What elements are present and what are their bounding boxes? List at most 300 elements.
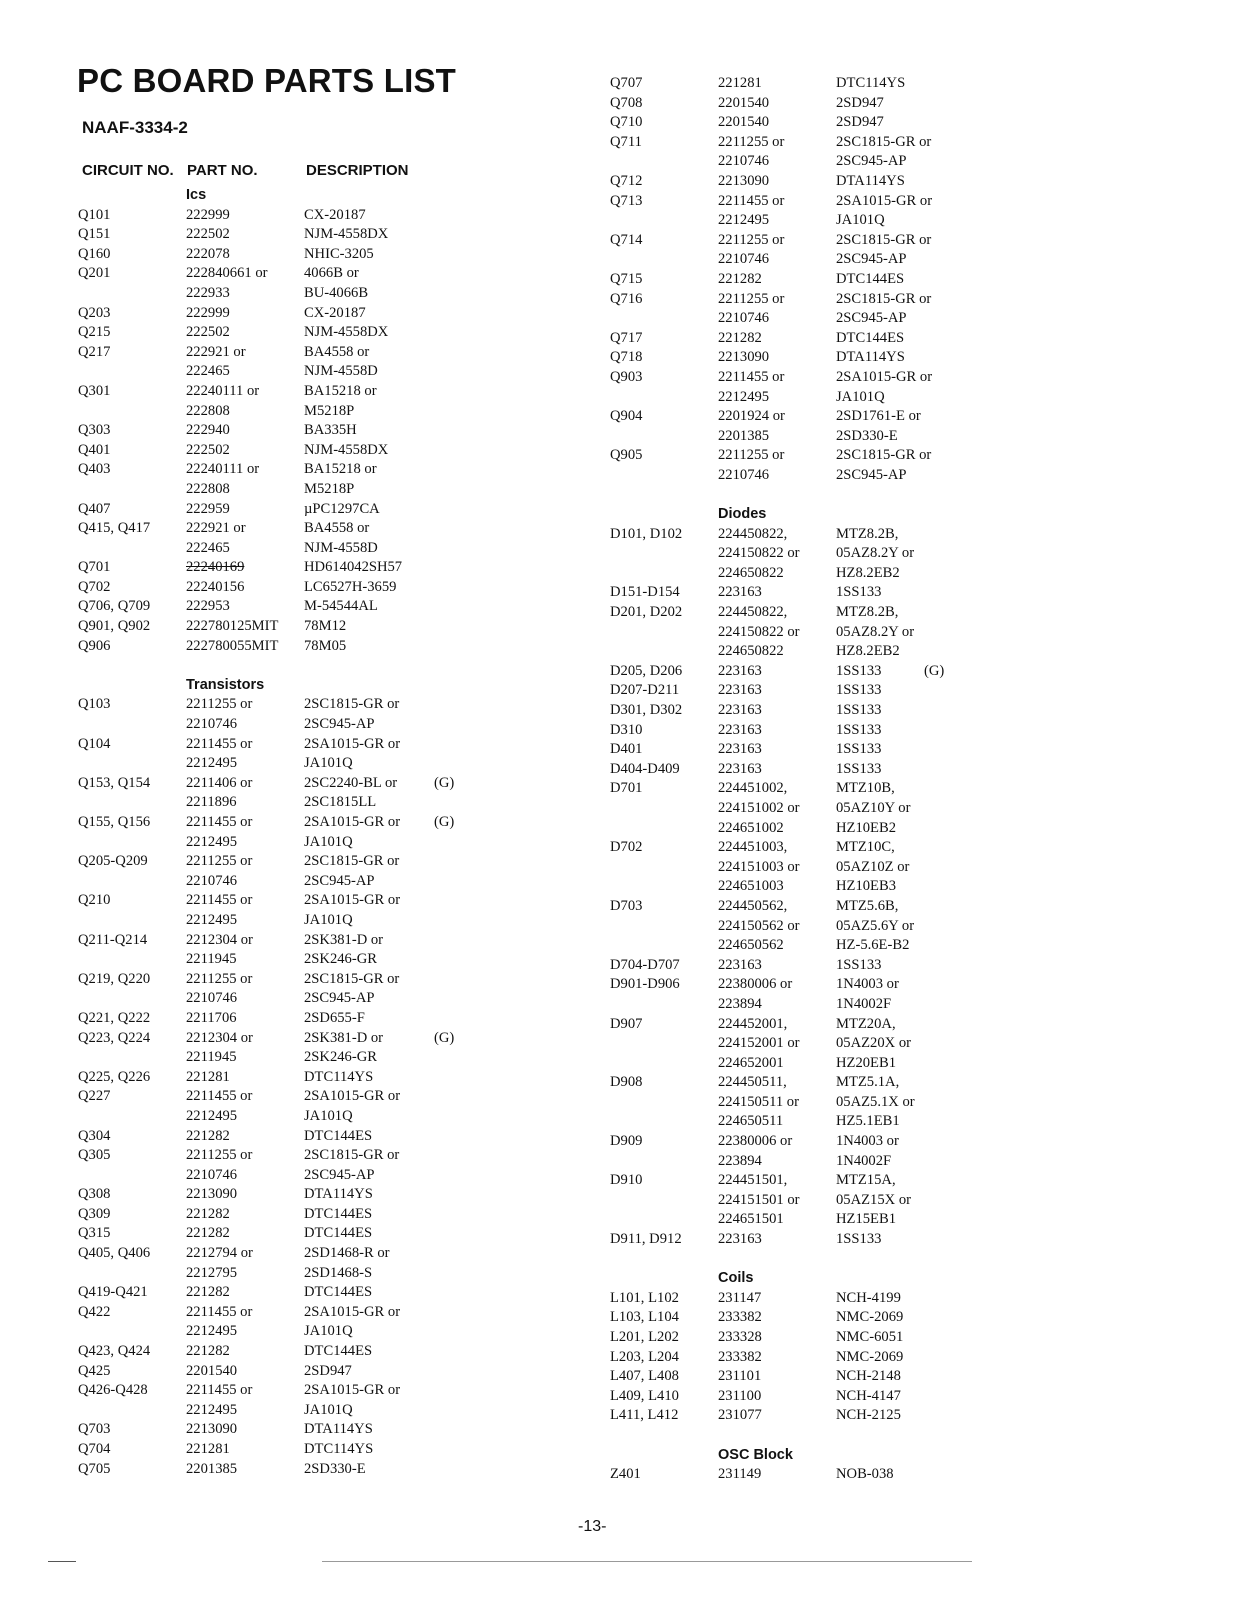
part-no: 221282 (186, 1343, 230, 1360)
circuit-no: Q153, Q154 (78, 774, 151, 791)
description: 2SK246-GR (304, 951, 377, 968)
circuit-no: Q715 (610, 270, 643, 287)
description: 1SS133 (836, 721, 882, 738)
circuit-no: Q301 (78, 382, 111, 399)
description: 2SA1015-GR or (304, 892, 401, 909)
footer-rule-left (48, 1561, 76, 1562)
circuit-no: Q101 (78, 206, 111, 223)
header-part-no: PART NO. (187, 162, 258, 179)
circuit-no: Q201 (78, 265, 111, 282)
circuit-no: L103, L104 (610, 1309, 679, 1326)
part-no: 224450822, (718, 525, 788, 542)
description: 2SC945-AP (304, 872, 375, 889)
part-no: 2210746 (718, 251, 770, 268)
description: 05AZ8.2Y or (836, 623, 915, 640)
part-no: 2211945 (186, 1049, 237, 1066)
description: NMC-2069 (836, 1309, 904, 1326)
description: CX-20187 (304, 206, 366, 223)
circuit-no: Q705 (78, 1460, 111, 1477)
part-no: 2211455 or (186, 1382, 253, 1399)
part-no: 222921 or (186, 343, 246, 360)
description: DTA114YS (836, 349, 905, 366)
part-no: 222780055MIT (186, 637, 279, 654)
page-title: PC BOARD PARTS LIST (77, 62, 457, 99)
circuit-no: Q706, Q709 (78, 598, 151, 615)
section-heading: Diodes (718, 506, 767, 523)
circuit-no: Q205-Q209 (78, 853, 148, 870)
part-no: 2210746 (186, 716, 238, 733)
part-no: 2211455 or (186, 1088, 253, 1105)
description: DTC114YS (304, 1068, 374, 1085)
part-no: 224151501 or (718, 1191, 800, 1208)
part-no: 2211945 (186, 951, 237, 968)
description: JA101Q (836, 212, 885, 229)
description: HZ8.2EB2 (836, 564, 900, 581)
part-no: 2211706 (186, 1009, 237, 1026)
description: LC6527H-3659 (304, 578, 397, 595)
circuit-no: D704-D707 (610, 956, 680, 973)
description: 05AZ10Z or (836, 858, 910, 875)
part-no: 224450511, (718, 1074, 787, 1091)
description: 2SC1815-GR or (304, 1147, 400, 1164)
part-no: 22240111 or (186, 461, 260, 478)
circuit-no: D404-D409 (610, 760, 680, 777)
description: 1SS133 (836, 1231, 882, 1248)
description: JA101Q (304, 1401, 353, 1418)
part-no: 221282 (718, 329, 762, 346)
section-heading: Coils (718, 1270, 754, 1287)
description: 2SD947 (304, 1362, 352, 1379)
circuit-no: D907 (610, 1015, 643, 1032)
description: DTC144ES (304, 1127, 373, 1144)
part-no: 231101 (718, 1368, 762, 1385)
circuit-no: L411, L412 (610, 1407, 679, 1424)
part-no: 224650822 (718, 643, 784, 660)
part-no: 224450562, (718, 897, 788, 914)
description: 1SS133 (836, 682, 882, 699)
description: DTC144ES (836, 329, 905, 346)
description: NMC-6051 (836, 1329, 904, 1345)
description: 2SA1015-GR or (304, 1382, 401, 1399)
circuit-no: Q426-Q428 (78, 1382, 148, 1399)
description: 2SC945-AP (836, 466, 907, 483)
description: 4066B or (304, 265, 359, 282)
description: DTA114YS (836, 172, 905, 189)
description: 2SC1815-GR or (304, 853, 400, 870)
circuit-no: Q210 (78, 892, 111, 909)
circuit-no: Q717 (610, 329, 643, 346)
part-no: 221282 (186, 1284, 230, 1301)
part-no: 2212495 (186, 1107, 238, 1124)
circuit-no: Q315 (78, 1225, 111, 1242)
part-no: 224150822 or (718, 623, 800, 640)
description: 2SA1015-GR or (836, 192, 933, 209)
part-no: 2201540 (718, 114, 770, 131)
description: BA4558 or (304, 520, 370, 537)
part-no: 223163 (718, 702, 762, 718)
description: 2SD655-F (304, 1009, 365, 1026)
description: JA101Q (304, 1323, 353, 1340)
circuit-no: D901-D906 (610, 976, 680, 993)
circuit-no: L203, L204 (610, 1348, 679, 1365)
part-no: 221282 (186, 1205, 230, 1222)
part-no: 2211255 or (718, 447, 785, 464)
circuit-no: Q716 (610, 290, 643, 307)
footer-rule (322, 1561, 972, 1562)
part-no: 233382 (718, 1348, 762, 1365)
circuit-no: Q221, Q222 (78, 1009, 151, 1026)
description: 2SC1815-GR or (836, 447, 932, 464)
circuit-no: Q401 (78, 441, 111, 458)
circuit-no: D702 (610, 839, 643, 856)
description: BA4558 or (304, 343, 370, 360)
circuit-no: Q422 (78, 1303, 111, 1320)
part-no: 222921 or (186, 520, 246, 537)
description: BU-4066B (304, 284, 369, 301)
part-no: 2211896 (186, 794, 237, 811)
part-no: 2211455 or (186, 814, 253, 830)
part-no: 2210746 (186, 990, 238, 1007)
circuit-no: Q223, Q224 (78, 1029, 151, 1046)
header-description: DESCRIPTION (306, 162, 409, 179)
part-no: 231149 (718, 1466, 762, 1483)
part-no: 223163 (718, 1231, 762, 1248)
description: DTC114YS (836, 75, 906, 91)
circuit-no: Z401 (610, 1466, 641, 1483)
circuit-no: Q901, Q902 (78, 618, 151, 635)
circuit-no: Q906 (78, 637, 111, 654)
part-no: 2213090 (186, 1421, 238, 1438)
description: DTC144ES (304, 1225, 373, 1242)
description: 1SS133 (836, 584, 882, 601)
part-no: 224150822 or (718, 545, 800, 562)
description: NCH-2125 (836, 1407, 901, 1424)
part-no: 2211455 or (186, 892, 253, 909)
circuit-no: D910 (610, 1172, 643, 1189)
circuit-no: Q225, Q226 (78, 1068, 151, 1085)
circuit-no: Q219, Q220 (78, 970, 151, 987)
description: MTZ15A, (836, 1172, 896, 1189)
circuit-no: L201, L202 (610, 1329, 679, 1345)
part-no: 2211255 or (718, 133, 785, 150)
part-no: 2201385 (186, 1460, 238, 1477)
part-no: 223894 (718, 995, 762, 1012)
circuit-no: Q309 (78, 1205, 111, 1222)
description: HD614042SH57 (304, 559, 403, 576)
part-no: 2211255 or (718, 290, 785, 307)
description: 1N4002F (836, 995, 892, 1012)
part-no: 223163 (718, 584, 762, 601)
description: 1SS133 (836, 702, 882, 718)
description: 2SC945-AP (836, 251, 907, 268)
circuit-no: Q403 (78, 461, 111, 478)
description: 05AZ20X or (836, 1035, 911, 1052)
circuit-no: D908 (610, 1074, 643, 1091)
circuit-no: Q217 (78, 343, 111, 360)
description: MTZ5.6B, (836, 897, 899, 914)
circuit-no: D703 (610, 897, 643, 914)
description: CX-20187 (304, 304, 366, 321)
part-no: 2211255 or (186, 970, 253, 987)
part-no: 223163 (718, 682, 762, 699)
circuit-no: D911, D912 (610, 1231, 682, 1248)
description: NJM-4558D (304, 363, 378, 380)
description: MTZ10C, (836, 839, 895, 856)
page-number: -13- (578, 1518, 607, 1535)
circuit-no: L407, L408 (610, 1368, 679, 1385)
circuit-no: D301, D302 (610, 702, 683, 718)
part-no: 2211406 or (186, 774, 253, 791)
description: JA101Q (304, 755, 353, 772)
circuit-no: Q702 (78, 578, 111, 595)
description: 2SK246-GR (304, 1049, 377, 1066)
part-no: 2210746 (186, 872, 238, 889)
part-no: 221282 (718, 270, 762, 287)
part-no: 2212795 (186, 1264, 238, 1281)
circuit-no: D101, D102 (610, 525, 683, 542)
circuit-no: Q905 (610, 447, 643, 464)
circuit-no: Q215 (78, 324, 111, 341)
description: 78M05 (304, 637, 347, 654)
description: 2SD1468-R or (304, 1245, 390, 1262)
description: 2SC945-AP (304, 716, 375, 733)
description: HZ-5.6E-B2 (836, 937, 910, 954)
description: 2SA1015-GR or (304, 1088, 401, 1105)
description: 2SD1761-E or (836, 408, 921, 425)
circuit-no: Q712 (610, 172, 643, 189)
description: HZ10EB2 (836, 819, 896, 836)
circuit-no: Q423, Q424 (78, 1343, 151, 1360)
description: 1SS133 (836, 956, 882, 973)
description: M5218P (304, 480, 355, 497)
part-no: 221282 (186, 1225, 230, 1242)
description: 2SC1815-GR or (304, 696, 400, 713)
description: DTC144ES (304, 1343, 373, 1360)
part-no: 224651003 (718, 878, 784, 895)
description: 2SA1015-GR or (304, 735, 401, 752)
part-no: 224652001 (718, 1054, 784, 1071)
description: NJM-4558DX (304, 441, 389, 458)
part-no: 222808 (186, 480, 230, 497)
part-no: 2210746 (718, 466, 770, 483)
circuit-no: Q308 (78, 1186, 111, 1203)
part-no: 224151003 or (718, 858, 800, 875)
circuit-no: Q305 (78, 1147, 111, 1164)
description: 2SD330-E (836, 427, 898, 444)
description: 05AZ5.1X or (836, 1093, 915, 1110)
part-no: 222940 (186, 422, 230, 439)
part-no: 222840661 or (186, 265, 268, 282)
description: 2SC945-AP (836, 153, 907, 170)
part-no: 2201385 (718, 427, 770, 444)
part-no: 2212495 (186, 755, 238, 772)
description: 2SC945-AP (836, 310, 907, 327)
circuit-no: Q304 (78, 1127, 111, 1144)
circuit-no: L101, L102 (610, 1289, 679, 1306)
part-no: 2201540 (186, 1362, 238, 1379)
description: MTZ8.2B, (836, 525, 899, 542)
description: MTZ20A, (836, 1015, 896, 1032)
section-heading: Ics (186, 187, 207, 203)
description: HZ15EB1 (836, 1211, 896, 1228)
circuit-no: Q714 (610, 231, 643, 248)
part-no: 222780125MIT (186, 618, 279, 635)
part-no: 221281 (186, 1068, 230, 1085)
description: NCH-2148 (836, 1368, 901, 1385)
part-no: 2212495 (718, 212, 770, 229)
description: MTZ5.1A, (836, 1074, 900, 1091)
note: (G) (924, 662, 945, 679)
description: 2SC945-AP (304, 1166, 375, 1183)
part-no: 224152001 or (718, 1035, 800, 1052)
description: MTZ8.2B, (836, 604, 899, 621)
part-no: 22380006 or (718, 976, 793, 993)
circuit-no: Q155, Q156 (78, 814, 151, 830)
description: DTC144ES (836, 270, 905, 287)
description: 2SD330-E (304, 1460, 366, 1477)
description: DTC114YS (304, 1441, 374, 1457)
circuit-no: Q903 (610, 368, 643, 385)
description: 2SK381-D or (304, 931, 384, 948)
description: NMC-2069 (836, 1348, 904, 1365)
part-no: 224151002 or (718, 799, 800, 816)
circuit-no: D310 (610, 721, 643, 738)
part-no: 2212304 or (186, 1029, 253, 1046)
circuit-no: Q103 (78, 696, 111, 713)
part-no: 222808 (186, 402, 230, 419)
part-no: 224452001, (718, 1015, 788, 1032)
part-no: 2211455 or (718, 368, 785, 385)
circuit-no: D201, D202 (610, 604, 683, 621)
description: 05AZ10Y or (836, 799, 911, 816)
circuit-no: Q711 (610, 133, 642, 150)
part-no: 2211455 or (186, 1303, 253, 1320)
part-no: 2213090 (718, 349, 770, 366)
description: NCH-4199 (836, 1289, 901, 1306)
circuit-no: Q718 (610, 349, 643, 366)
description: 2SC945-AP (304, 990, 375, 1007)
description: BA15218 or (304, 382, 377, 399)
description: DTC144ES (304, 1284, 373, 1301)
part-no: 233382 (718, 1309, 762, 1326)
part-no: 231100 (718, 1387, 762, 1404)
part-no: 222465 (186, 363, 230, 380)
description: NCH-4147 (836, 1387, 901, 1404)
circuit-no: Q904 (610, 408, 643, 425)
description: HZ8.2EB2 (836, 643, 900, 660)
circuit-no: D701 (610, 780, 643, 797)
circuit-no: Q303 (78, 422, 111, 439)
circuit-no: D207-D211 (610, 682, 680, 699)
part-no: 222502 (186, 324, 230, 341)
part-no: 231077 (718, 1407, 762, 1424)
part-no: 222999 (186, 304, 230, 321)
part-no: 2210746 (718, 310, 770, 327)
description: NJM-4558D (304, 539, 378, 556)
circuit-no: Q703 (78, 1421, 111, 1438)
description: 1SS133 (836, 760, 882, 777)
description: 2SA1015-GR or (304, 1303, 401, 1320)
part-no: 224451003, (718, 839, 788, 856)
part-no: 2212495 (186, 1401, 238, 1418)
circuit-no: Q407 (78, 500, 111, 517)
description: 1SS133 (836, 662, 882, 679)
description: 2SD947 (836, 94, 884, 111)
description: 78M12 (304, 618, 347, 635)
part-no: 224650822 (718, 564, 784, 581)
part-no: 2211455 or (718, 192, 785, 209)
description: 2SD1468-S (304, 1264, 373, 1281)
part-no: 224150511 or (718, 1093, 799, 1110)
description: 2SK381-D or (304, 1029, 384, 1046)
description: MTZ10B, (836, 780, 895, 797)
circuit-no: Q104 (78, 735, 111, 752)
note: (G) (434, 814, 455, 830)
description: BA335H (304, 422, 357, 439)
part-no: 2213090 (718, 172, 770, 189)
part-no: 2210746 (186, 1166, 238, 1183)
part-no: 222502 (186, 441, 230, 458)
circuit-no: Q708 (610, 94, 643, 111)
part-no: 221281 (718, 75, 762, 91)
part-no: 223163 (718, 721, 762, 738)
part-no: 22240169 (186, 559, 245, 576)
circuit-no: Q425 (78, 1362, 111, 1379)
description: NJM-4558DX (304, 226, 389, 243)
part-no: 2213090 (186, 1186, 238, 1203)
description: DTA114YS (304, 1421, 373, 1438)
part-no: 224651002 (718, 819, 784, 836)
part-no: 2212495 (718, 388, 770, 405)
description: 2SC1815-GR or (836, 231, 932, 248)
circuit-no: Q701 (78, 559, 111, 576)
part-no: 222502 (186, 226, 230, 243)
part-no: 2211455 or (186, 735, 253, 752)
part-no: 2212304 or (186, 931, 253, 948)
part-no: 222953 (186, 598, 230, 615)
description: 2SC1815-GR or (304, 970, 400, 987)
description: JA101Q (304, 1107, 353, 1124)
description: DTA114YS (304, 1186, 373, 1203)
section-heading: Transistors (186, 676, 265, 693)
part-no: 2212794 or (186, 1245, 253, 1262)
description: 1SS133 (836, 741, 882, 758)
part-no: 221281 (186, 1441, 230, 1457)
circuit-no: Q713 (610, 192, 643, 209)
circuit-no: Q211-Q214 (78, 931, 148, 948)
note: (G) (434, 774, 455, 791)
circuit-no: Q203 (78, 304, 111, 321)
description: 05AZ15X or (836, 1191, 911, 1208)
part-no: 22380006 or (718, 1133, 793, 1150)
description: M-54544AL (304, 598, 378, 615)
part-no: 224651501 (718, 1211, 784, 1228)
description: M5218P (304, 402, 355, 419)
part-no: 2210746 (718, 153, 770, 170)
part-no: 22240156 (186, 578, 245, 595)
part-no: 223163 (718, 741, 762, 758)
description: 2SD947 (836, 114, 884, 131)
description: 2SC1815LL (304, 794, 377, 811)
description: 1N4003 or (836, 1133, 899, 1150)
part-no: 224650562 (718, 937, 784, 954)
circuit-no: D401 (610, 741, 643, 758)
circuit-no: Q405, Q406 (78, 1245, 151, 1262)
circuit-no: D151-D154 (610, 584, 680, 601)
description: 05AZ5.6Y or (836, 917, 915, 934)
description: µPC1297CA (304, 500, 380, 517)
description: 1N4002F (836, 1152, 892, 1169)
